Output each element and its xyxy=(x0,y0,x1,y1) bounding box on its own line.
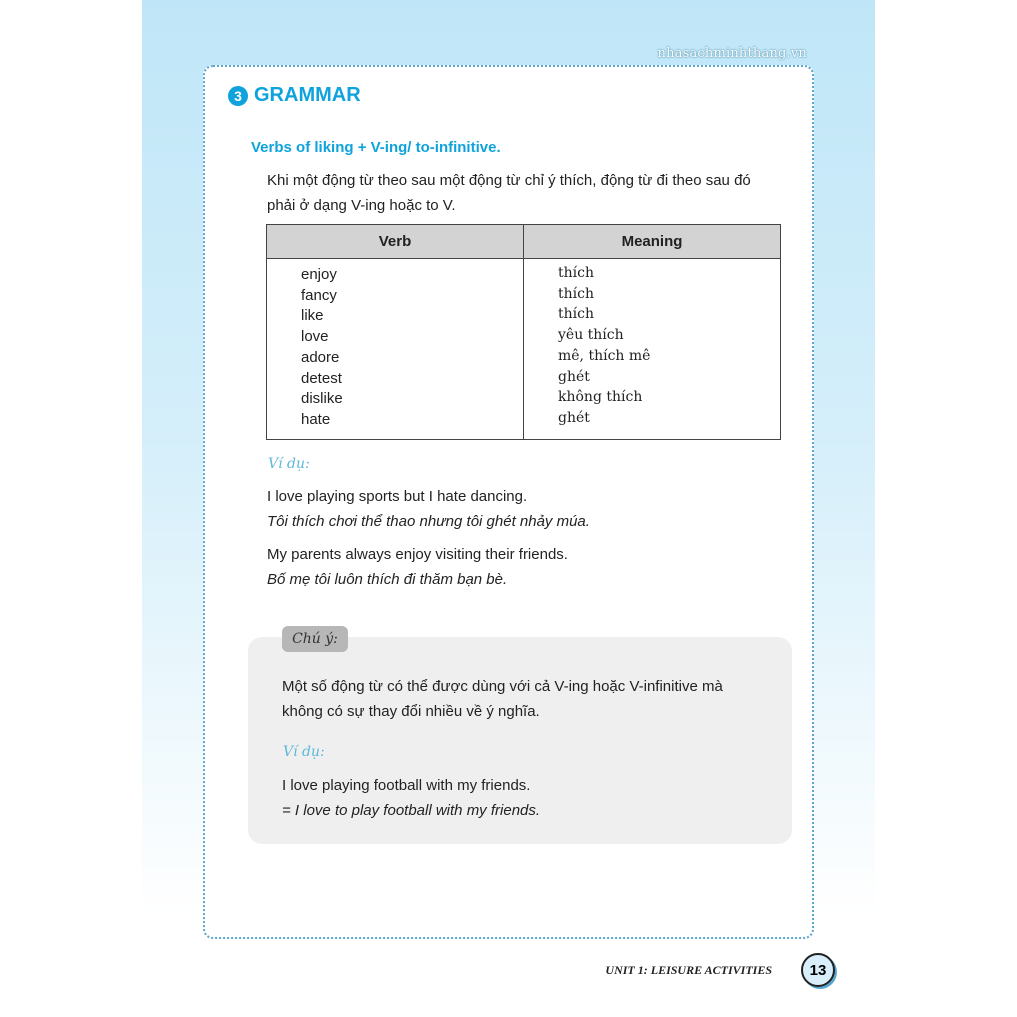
note-label: Chú ý: xyxy=(282,626,348,652)
meaning-cell: yêu thích xyxy=(558,327,624,344)
verb-cell: enjoy xyxy=(301,266,337,283)
verb-cell: dislike xyxy=(301,390,343,408)
header-meaning: Meaning xyxy=(524,225,781,259)
meaning-cell: ghét xyxy=(558,368,590,385)
note-text: Một số động từ có thể được dùng với cả V-ing hoặc V-infinitive mà không có sự thay đổi nhiều về ý nghĩa. xyxy=(282,678,723,720)
meaning-cell: thích xyxy=(558,306,594,323)
meaning-cell: thích xyxy=(558,285,594,302)
example-2: My parents always enjoy visiting their friends. Bố mẹ tôi luôn thích đi thăm bạn bè. xyxy=(267,546,568,588)
header-verb: Verb xyxy=(267,225,524,259)
unit-footer: UNIT 1: LEISURE ACTIVITIES xyxy=(605,963,772,977)
meaning-column xyxy=(524,259,781,440)
page-number: 13 xyxy=(801,953,835,987)
example-label: Ví dụ: xyxy=(268,456,310,472)
note-example: I love playing football with my friends. = I love to play football with my friends. xyxy=(282,777,541,819)
verb-cell: like xyxy=(301,307,324,325)
verb-cell: love xyxy=(301,328,329,346)
meaning-cell: không thích xyxy=(558,389,643,406)
intro-text: Khi một động từ theo sau một động từ chỉ ý thích, động từ đi theo sau đó phải ở dạng V-ing hoặc to V. xyxy=(267,172,751,214)
section-number: 3 xyxy=(228,86,248,106)
verb-cell: fancy xyxy=(301,286,337,304)
meaning-cell: mê, thích mê xyxy=(558,347,651,364)
verb-cell: adore xyxy=(301,348,340,366)
verb-column xyxy=(267,259,524,440)
meaning-cell: thích xyxy=(558,265,594,281)
verb-table xyxy=(266,224,781,440)
subtitle: Verbs of liking + V-ing/ to-infinitive. xyxy=(251,139,501,156)
section-heading xyxy=(228,84,361,107)
example-1: I love playing sports but I hate dancing. Tôi thích chơi thể thao nhưng tôi ghét nhảy múa. xyxy=(267,488,590,530)
site-watermark: nhasachminhthang.vn xyxy=(657,46,807,61)
verb-cell: detest xyxy=(301,369,342,387)
verb-cell: hate xyxy=(301,410,331,428)
meaning-cell: ghét xyxy=(558,409,590,426)
section-title: GRAMMAR xyxy=(254,84,361,106)
note-example-label: Ví dụ: xyxy=(283,744,325,760)
